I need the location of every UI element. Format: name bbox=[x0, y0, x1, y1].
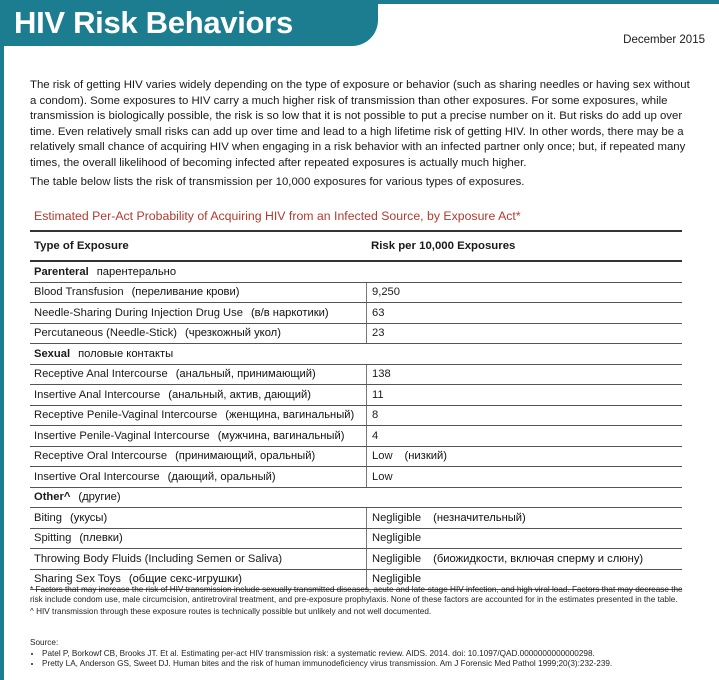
publication-date: December 2015 bbox=[623, 34, 705, 46]
exposure-label: Insertive Anal Intercourse bbox=[34, 388, 161, 401]
risk-value-cell bbox=[366, 283, 400, 303]
exposure-label: Sexual bbox=[34, 347, 71, 360]
risk-value-cell bbox=[366, 529, 421, 549]
handwritten-annotation: (принимающий, оральный) bbox=[175, 450, 316, 463]
table-row bbox=[30, 426, 682, 447]
page-title: HIV Risk Behaviors bbox=[14, 5, 293, 40]
handwritten-annotation: (общие секс-игрушки) bbox=[128, 573, 243, 586]
exposure-label: Throwing Body Fluids (Including Semen or Saliva) bbox=[34, 552, 283, 565]
sources-label: Source: bbox=[30, 638, 59, 647]
table-row bbox=[30, 529, 682, 550]
table-row bbox=[30, 549, 682, 570]
handwritten-annotation: (анальный, принимающий) bbox=[175, 368, 316, 381]
section-row bbox=[30, 488, 682, 509]
title-banner bbox=[0, 0, 378, 46]
handwritten-annotation: половые контакты bbox=[78, 347, 174, 360]
intro-paragraph: The risk of getting HIV varies widely depending on the type of exposure or behavior (such as sharing needles or having sex without a condom). Some exposures to HIV carry a much higher risk of transmission than other exposures. For some exposures, while transmission is biologically possible, the risk is so low that it is not possible to put a precise number on it. But risks do add up over time. Even relatively small risks can add up over time and lead to a high lifetime risk of getting HIV. In other words, there may be a relatively small chance of acquiring HIV when engaging in a risk behavior with an infected partner only once; but, if repeated many times, the overall likelihood of becoming infected after repeated exposures is actually much higher. bbox=[30, 79, 690, 169]
exposure-label: Insertive Penile-Vaginal Intercourse bbox=[34, 429, 210, 442]
risk-value-cell bbox=[366, 344, 371, 364]
risk-table bbox=[30, 230, 682, 590]
exposure-label: Parenteral bbox=[34, 265, 89, 278]
handwritten-annotation: (женщина, вагинальный) bbox=[225, 409, 355, 422]
left-rule bbox=[0, 46, 4, 680]
table-row bbox=[30, 303, 682, 324]
exposure-label: Other^ bbox=[34, 491, 71, 504]
handwritten-annotation: (анальный, актив, дающий) bbox=[168, 388, 311, 401]
table-intro: The table below lists the risk of transmission per 10,000 exposures for various types of exposures. bbox=[30, 176, 525, 188]
exposure-type-cell bbox=[30, 573, 366, 585]
risk-value-cell bbox=[366, 324, 384, 344]
risk-value-cell bbox=[366, 406, 378, 426]
exposure-type-cell bbox=[30, 348, 366, 360]
exposure-type-cell bbox=[30, 368, 366, 380]
source-item: • Patel P, Borkowf CB, Brooks JT. Et al. Estimating per-act HIV transmission risk: a systematic review. AIDS. 2014. doi: 10.1097/QAD.0000000000000298. bbox=[42, 649, 690, 660]
exposure-label: Receptive Penile-Vaginal Intercourse bbox=[34, 409, 218, 422]
exposure-type-cell bbox=[30, 389, 366, 401]
table-row bbox=[30, 283, 682, 304]
risk-value: Negligible bbox=[372, 511, 422, 524]
risk-value-cell bbox=[366, 262, 371, 282]
risk-value-cell bbox=[366, 303, 384, 323]
exposure-type-cell bbox=[30, 286, 366, 298]
exposure-label: Needle-Sharing During Injection Drug Use bbox=[34, 306, 243, 319]
section-row bbox=[30, 262, 682, 283]
table-row bbox=[30, 508, 682, 529]
footnotes bbox=[30, 585, 690, 617]
risk-value-cell bbox=[366, 365, 391, 385]
table-row bbox=[30, 385, 682, 406]
footnote-caret: ^ HIV transmission through these exposure routes is technically possible but unlikely and not well documented. bbox=[30, 607, 432, 616]
risk-value: 23 bbox=[372, 327, 385, 340]
exposure-type-cell bbox=[30, 266, 366, 278]
risk-value-cell bbox=[366, 549, 643, 569]
handwritten-annotation: (дающий, оральный) bbox=[167, 470, 276, 483]
exposure-label: Blood Transfusion bbox=[34, 286, 124, 299]
exposure-type-cell bbox=[30, 409, 366, 421]
risk-value-cell bbox=[366, 467, 393, 487]
col-header-risk: Risk per 10,000 Exposures bbox=[371, 240, 516, 252]
exposure-label: Spitting bbox=[34, 532, 72, 545]
exposure-label: Percutaneous (Needle-Stick) bbox=[34, 327, 178, 340]
value-annotation: (незначительный) bbox=[433, 511, 526, 524]
footnote-star: * Factors that may increase the risk of HIV transmission include sexually transmitted diseases, acute and late-stage HIV infection, and high viral load. Factors that may decrease the risk include condom use, male circumcision, antiretroviral treatment, and pre-exposure prophylaxis. None of these factors are accounted for in the estimates presented in the table. bbox=[30, 585, 683, 604]
handwritten-annotation: (укусы) bbox=[70, 511, 108, 524]
exposure-type-cell bbox=[30, 512, 366, 524]
exposure-type-cell bbox=[30, 532, 366, 544]
exposure-type-cell bbox=[30, 430, 366, 442]
risk-value: Negligible bbox=[372, 532, 422, 545]
handwritten-annotation: (плевки) bbox=[79, 532, 123, 545]
exposure-type-cell bbox=[30, 327, 366, 339]
table-row bbox=[30, 365, 682, 386]
sources bbox=[30, 638, 690, 670]
exposure-label: Receptive Anal Intercourse bbox=[34, 368, 168, 381]
risk-value: 11 bbox=[372, 388, 384, 401]
table-row bbox=[30, 324, 682, 345]
risk-value: Low bbox=[372, 450, 393, 463]
section-row bbox=[30, 344, 682, 365]
handwritten-annotation: (мужчина, вагинальный) bbox=[217, 429, 345, 442]
risk-value-cell bbox=[366, 426, 378, 446]
exposure-type-cell bbox=[30, 471, 366, 483]
handwritten-annotation: (чрезкожный укол) bbox=[185, 327, 281, 340]
exposure-label: Insertive Oral Intercourse bbox=[34, 470, 160, 483]
risk-value-cell bbox=[366, 447, 447, 467]
table-title: Estimated Per-Act Probability of Acquiring HIV from an Infected Source, by Exposure Act* bbox=[34, 209, 521, 223]
handwritten-annotation: (в/в наркотики) bbox=[250, 306, 329, 319]
exposure-type-cell bbox=[30, 450, 366, 462]
table-body bbox=[30, 262, 682, 590]
handwritten-annotation: парентерально bbox=[96, 265, 177, 278]
risk-value: Low bbox=[372, 470, 393, 483]
risk-value: 63 bbox=[372, 306, 385, 319]
exposure-type-cell bbox=[30, 553, 366, 565]
exposure-label: Sharing Sex Toys bbox=[34, 573, 121, 586]
value-annotation: (низкий) bbox=[404, 450, 447, 463]
risk-value: 4 bbox=[372, 429, 379, 442]
handwritten-annotation: (переливание крови) bbox=[131, 286, 240, 299]
table-row bbox=[30, 467, 682, 488]
exposure-label: Biting bbox=[34, 511, 62, 524]
source-item: • Pretty LA, Anderson GS, Sweet DJ. Human bites and the risk of human immunodeficiency virus transmission. Am J Forensic Med Pathol 1999;20(3):232-239. bbox=[42, 659, 690, 670]
exposure-type-cell bbox=[30, 491, 366, 503]
table-row bbox=[30, 447, 682, 468]
risk-value-cell bbox=[366, 385, 384, 405]
risk-value: 9,250 bbox=[372, 286, 400, 299]
risk-value-cell bbox=[366, 508, 526, 528]
sources-list bbox=[30, 649, 690, 670]
exposure-label: Receptive Oral Intercourse bbox=[34, 450, 168, 463]
col-header-type: Type of Exposure bbox=[34, 240, 129, 252]
exposure-type-cell bbox=[30, 307, 366, 319]
risk-value: Negligible bbox=[372, 552, 422, 565]
risk-value: Negligible bbox=[372, 573, 422, 586]
value-annotation: (биожидкости, включая сперму и слюну) bbox=[433, 552, 644, 565]
risk-value: 138 bbox=[372, 368, 391, 381]
risk-value: 8 bbox=[372, 409, 379, 422]
table-row bbox=[30, 406, 682, 427]
table-header-row bbox=[30, 230, 682, 262]
handwritten-annotation: (другие) bbox=[78, 491, 121, 504]
risk-value-cell bbox=[366, 488, 371, 508]
